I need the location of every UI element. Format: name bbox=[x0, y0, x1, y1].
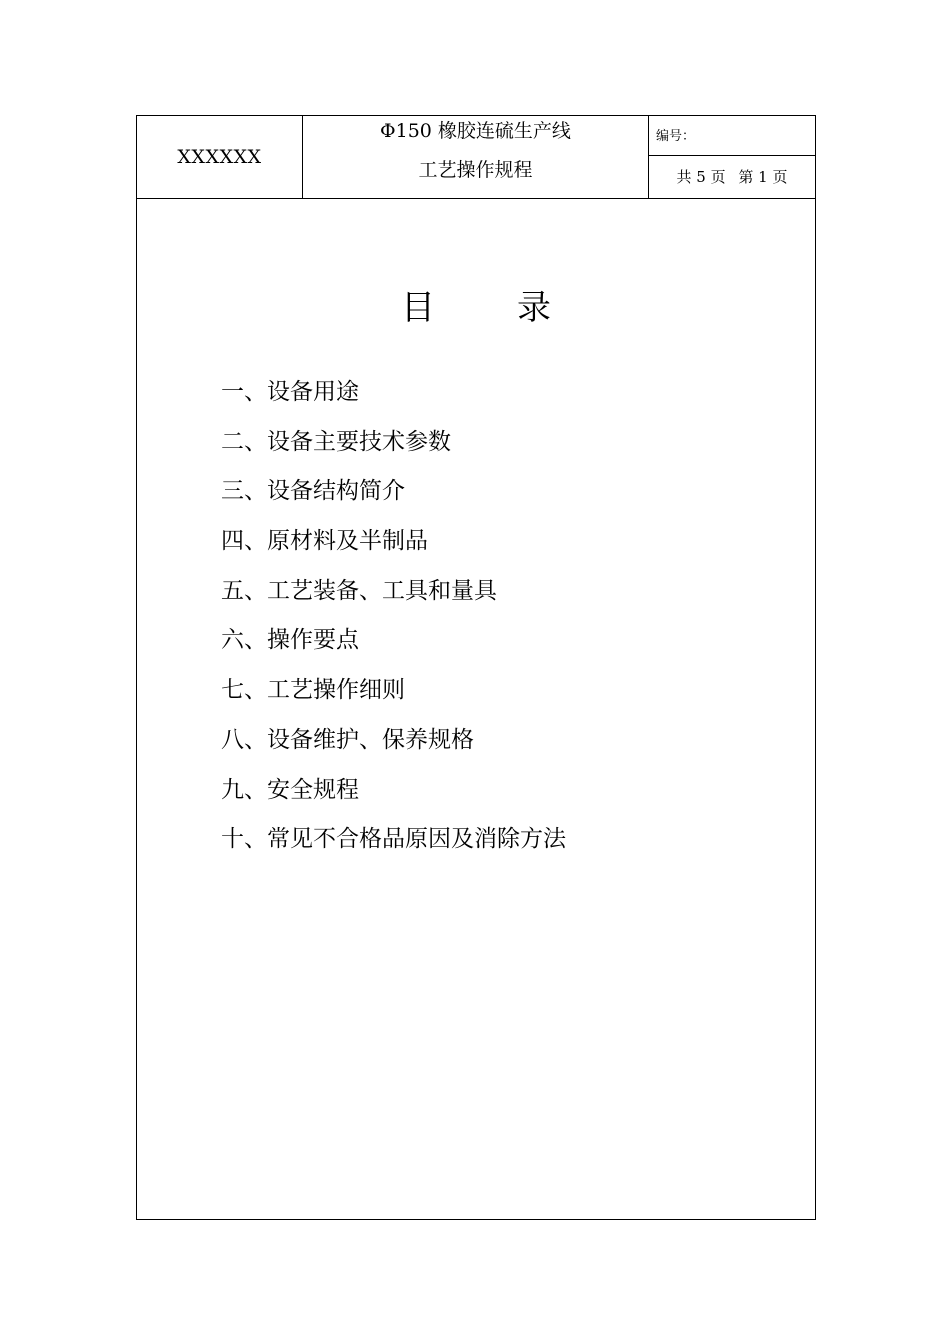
toc-list bbox=[221, 372, 566, 869]
toc-item: 一、设备用途 bbox=[221, 379, 359, 405]
document-number-label: 编号： bbox=[649, 116, 815, 156]
document-title-cell bbox=[303, 116, 649, 198]
toc-item: 五、工艺装备、工具和量具 bbox=[221, 577, 497, 604]
toc-heading-char-2: 录 bbox=[517, 288, 551, 328]
toc-item: 三、设备结构简介 bbox=[221, 478, 405, 505]
toc-heading-char-1: 目 bbox=[401, 288, 435, 328]
current-page: 第 1 页 bbox=[738, 168, 788, 186]
page-count-cell bbox=[649, 157, 815, 198]
total-pages: 共 5 页 bbox=[676, 168, 726, 186]
toc-item: 六、操作要点 bbox=[221, 627, 359, 654]
document-title-line2: 工艺操作规程 bbox=[418, 159, 533, 181]
toc-heading bbox=[137, 286, 815, 330]
company-name: XXXXXX bbox=[137, 116, 303, 198]
document-title-line1: Φ150 橡胶连硫生产线 bbox=[380, 120, 571, 142]
toc-item: 七、工艺操作细则 bbox=[221, 677, 405, 704]
toc-item: 九、安全规程 bbox=[221, 776, 359, 803]
toc-item: 十、常见不合格品原因及消除方法 bbox=[221, 826, 566, 853]
document-frame bbox=[136, 115, 816, 1220]
toc-item: 四、原材料及半制品 bbox=[221, 528, 428, 555]
toc-item: 二、设备主要技术参数 bbox=[221, 428, 451, 455]
document-header bbox=[137, 116, 815, 199]
toc-item: 八、设备维护、保养规格 bbox=[221, 726, 474, 753]
